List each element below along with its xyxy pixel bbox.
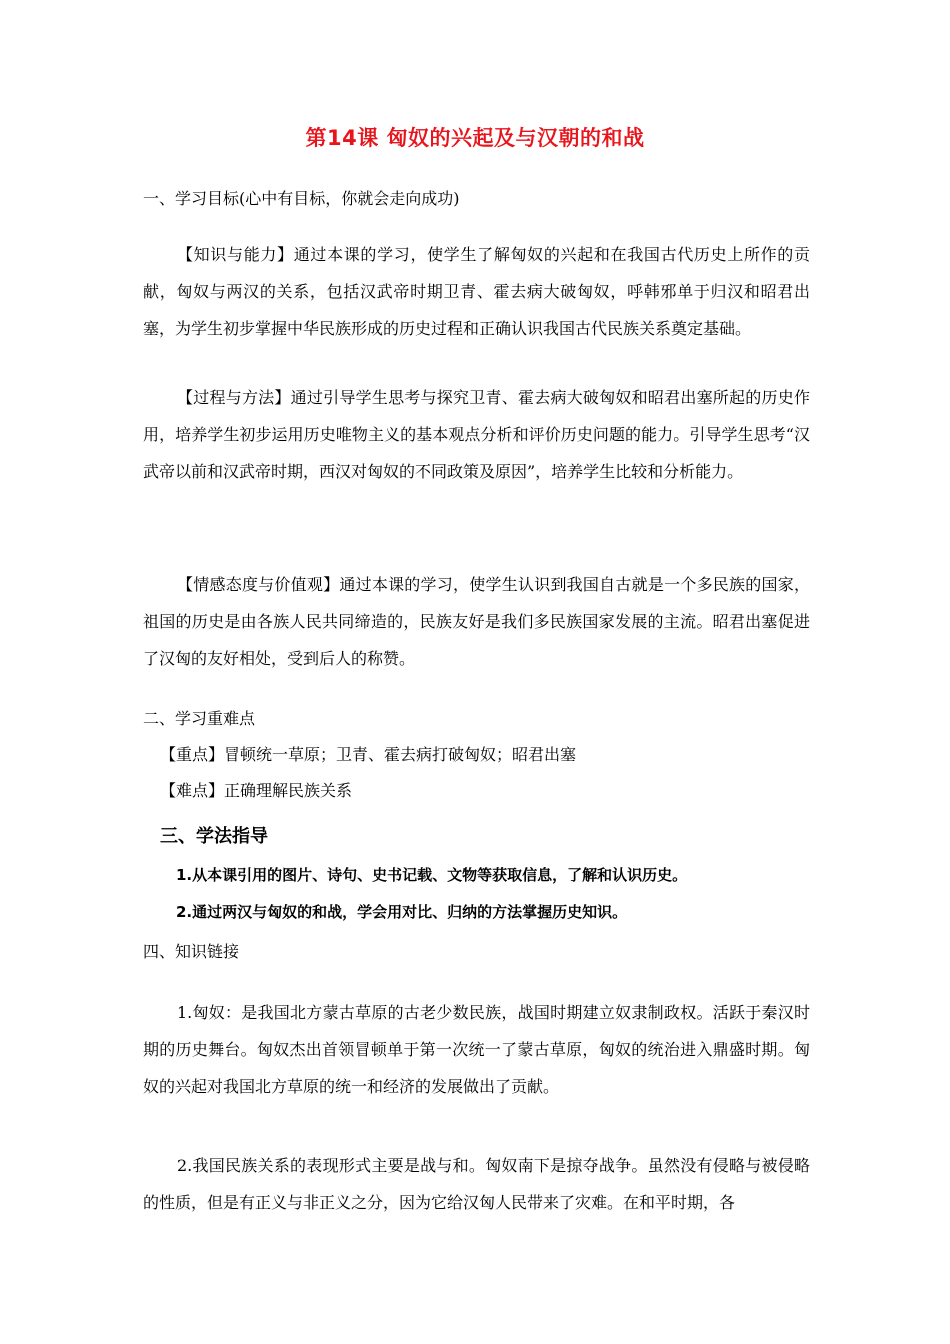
paragraph-knowledge-ability: 【知识与能力】通过本课的学习，使学生了解匈奴的兴起和在我国古代历史上所作的贡献，匈奴与两汉的关系，包括汉武帝时期卫青、霍去病大破匈奴，呼韩邪单于归汉和昭君出塞，为学生初步掌握中华民族形成的历史过程和正确认识我国古代民族关系奠定基础。 xyxy=(143,245,810,338)
paragraph-process-method: 【过程与方法】通过引导学生思考与探究卫青、霍去病大破匈奴和昭君出塞所起的历史作用，培养学生初步运用历史唯物主义的基本观点分析和评价历史问题的能力。引导学生思考“汉武帝以前和汉武帝时期，西汉对匈奴的不同政策及原因”，培养学生比较和分析能力。 xyxy=(143,388,810,481)
paragraph-link-relations: 2.我国民族关系的表现形式主要是战与和。匈奴南下是掠夺战争。虽然没有侵略与被侵略的性质，但是有正义与非正义之分，因为它给汉匈人民带来了灾难。在和平时期，各 xyxy=(143,1156,810,1212)
section-goals-heading: 一、学习目标(心中有目标，你就会走向成功) xyxy=(143,189,460,208)
lesson-title: 第14课 匈奴的兴起及与汉朝的和战 xyxy=(305,126,645,150)
method-item-1: 1.从本课引用的图片、诗句、史书记载、文物等获取信息，了解和认识历史。 xyxy=(176,866,688,884)
method-item-2: 2.通过两汉与匈奴的和战，学会用对比、归纳的方法掌握历史知识。 xyxy=(176,903,628,921)
section-method-heading: 三、学法指导 xyxy=(160,826,268,847)
keypoint-difficult: 【难点】正确理解民族关系 xyxy=(160,781,353,800)
paragraph-link-xiongnu: 1.匈奴：是我国北方蒙古草原的古老少数民族，战国时期建立奴隶制政权。活跃于秦汉时期的历史舞台。匈奴杰出首领冒顿单于第一次统一了蒙古草原，匈奴的统治进入鼎盛时期。匈奴的兴起对我国北方草原的统一和经济的发展做出了贡献。 xyxy=(143,1003,810,1096)
section-keypoints-heading: 二、学习重难点 xyxy=(143,709,256,728)
section-links-heading: 四、知识链接 xyxy=(143,942,240,961)
paragraph-emotion-values: 【情感态度与价值观】通过本课的学习，使学生认识到我国自古就是一个多民族的国家，祖国的历史是由各族人民共同缔造的，民族友好是我们多民族国家发展的主流。昭君出塞促进了汉匈的友好相处，受到后人的称赞。 xyxy=(143,575,810,668)
keypoint-important: 【重点】冒顿统一草原；卫青、霍去病打破匈奴；昭君出塞 xyxy=(160,745,577,764)
